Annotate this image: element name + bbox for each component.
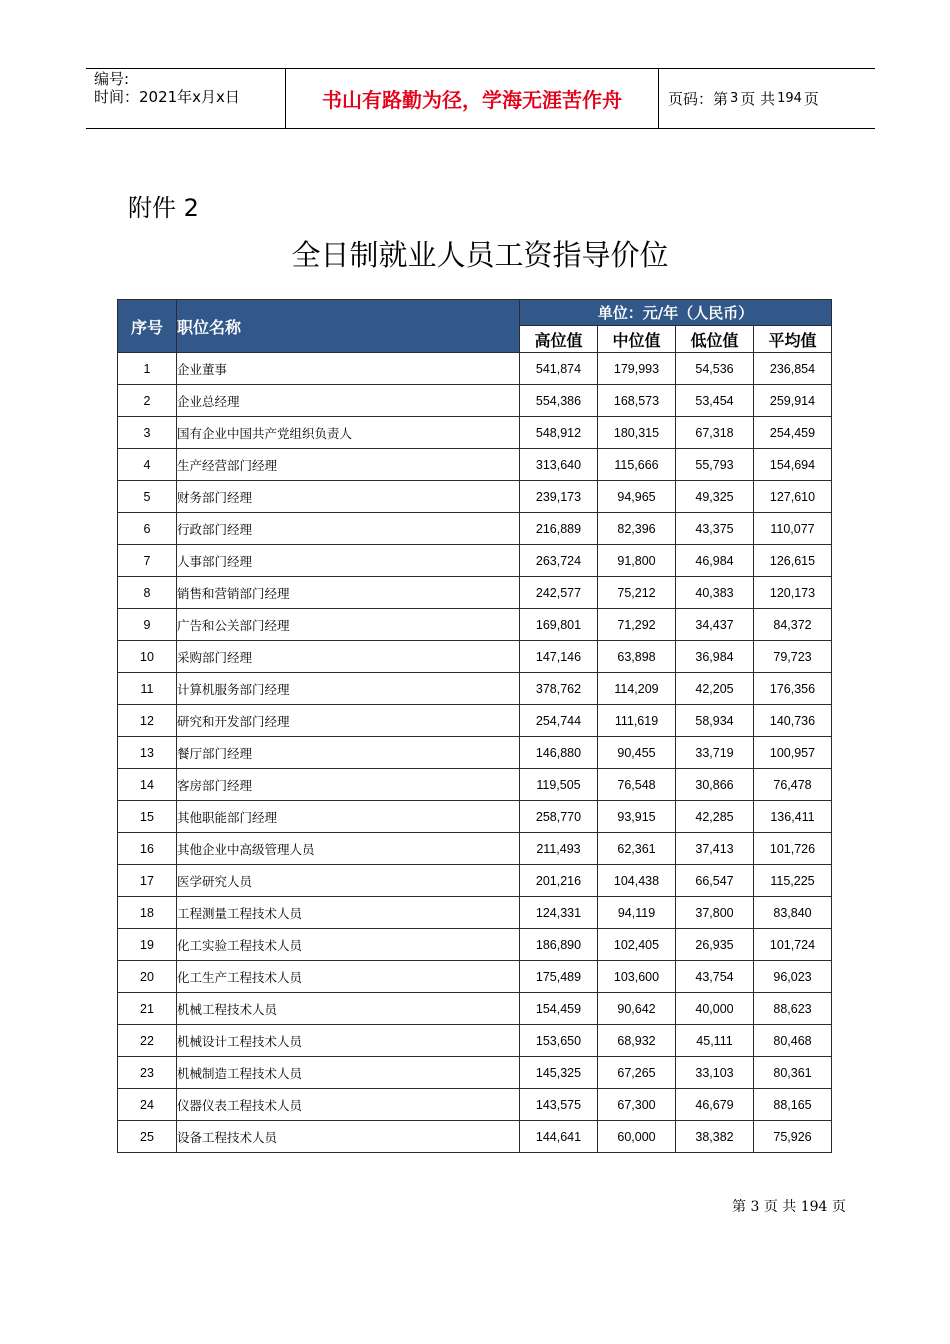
cell-name: 广告和公关部门经理 (177, 609, 520, 641)
header-page-suffix: 页 (803, 90, 819, 108)
footer-page-total: 194 (800, 1199, 828, 1215)
cell-name: 生产经营部门经理 (177, 449, 520, 481)
table-row (118, 737, 832, 769)
cell-low: 33,103 (676, 1057, 754, 1089)
cell-name: 其他企业中高级管理人员 (177, 833, 520, 865)
cell-avg: 120,173 (754, 577, 832, 609)
cell-high: 263,724 (520, 545, 598, 577)
cell-low: 45,111 (676, 1025, 754, 1057)
cell-mid: 94,119 (598, 897, 676, 929)
cell-low: 37,800 (676, 897, 754, 929)
table-row (118, 545, 832, 577)
cell-avg: 80,468 (754, 1025, 832, 1057)
footer-page-number (732, 1196, 846, 1216)
cell-name: 化工生产工程技术人员 (177, 961, 520, 993)
cell-low: 33,719 (676, 737, 754, 769)
cell-no: 3 (118, 417, 177, 449)
cell-no: 13 (118, 737, 177, 769)
cell-mid: 90,642 (598, 993, 676, 1025)
table-row (118, 481, 832, 513)
cell-mid: 93,915 (598, 801, 676, 833)
cell-no: 5 (118, 481, 177, 513)
cell-name: 机械设计工程技术人员 (177, 1025, 520, 1057)
col-header-high: 高位值 (520, 326, 598, 353)
cell-low: 26,935 (676, 929, 754, 961)
table-row (118, 385, 832, 417)
cell-avg: 101,726 (754, 833, 832, 865)
col-header-name: 职位名称 (177, 300, 520, 353)
cell-low: 66,547 (676, 865, 754, 897)
col-header-no: 序号 (118, 300, 177, 353)
annex-label: 附件 2 (128, 194, 199, 222)
cell-no: 6 (118, 513, 177, 545)
cell-avg: 176,356 (754, 673, 832, 705)
cell-high: 201,216 (520, 865, 598, 897)
table-row (118, 769, 832, 801)
cell-mid: 111,619 (598, 705, 676, 737)
cell-high: 258,770 (520, 801, 598, 833)
cell-name: 仪器仪表工程技术人员 (177, 1089, 520, 1121)
page-title: 全日制就业人员工资指导价位 (291, 238, 669, 272)
unit-header: 单位：元/年（人民币） (520, 300, 832, 326)
cell-name: 销售和营销部门经理 (177, 577, 520, 609)
header-time-label: 时间：2021年x月x日 (94, 88, 240, 106)
cell-low: 37,413 (676, 833, 754, 865)
cell-low: 42,205 (676, 673, 754, 705)
cell-no: 23 (118, 1057, 177, 1089)
cell-low: 36,984 (676, 641, 754, 673)
table-body (118, 353, 832, 1153)
cell-mid: 180,315 (598, 417, 676, 449)
cell-low: 34,437 (676, 609, 754, 641)
header-meta (94, 70, 240, 106)
header-motto: 书山有路勤为径，学海无涯苦作舟 (322, 88, 622, 112)
cell-mid: 115,666 (598, 449, 676, 481)
cell-low: 67,318 (676, 417, 754, 449)
cell-name: 客房部门经理 (177, 769, 520, 801)
cell-mid: 91,800 (598, 545, 676, 577)
cell-low: 54,536 (676, 353, 754, 385)
cell-mid: 67,300 (598, 1089, 676, 1121)
cell-low: 46,679 (676, 1089, 754, 1121)
cell-mid: 179,993 (598, 353, 676, 385)
cell-no: 20 (118, 961, 177, 993)
cell-no: 11 (118, 673, 177, 705)
cell-high: 175,489 (520, 961, 598, 993)
cell-avg: 136,411 (754, 801, 832, 833)
cell-high: 147,146 (520, 641, 598, 673)
header-page-current: 3 (730, 91, 739, 106)
cell-no: 15 (118, 801, 177, 833)
cell-low: 46,984 (676, 545, 754, 577)
cell-name: 企业董事 (177, 353, 520, 385)
cell-no: 24 (118, 1089, 177, 1121)
footer-page-current: 3 (750, 1199, 760, 1215)
cell-low: 30,866 (676, 769, 754, 801)
cell-avg: 83,840 (754, 897, 832, 929)
cell-high: 239,173 (520, 481, 598, 513)
cell-avg: 101,724 (754, 929, 832, 961)
cell-mid: 94,965 (598, 481, 676, 513)
cell-no: 2 (118, 385, 177, 417)
cell-mid: 82,396 (598, 513, 676, 545)
cell-avg: 236,854 (754, 353, 832, 385)
table-row (118, 417, 832, 449)
cell-high: 242,577 (520, 577, 598, 609)
footer-page-mid: 页 共 (763, 1199, 797, 1215)
cell-mid: 168,573 (598, 385, 676, 417)
cell-no: 18 (118, 897, 177, 929)
cell-low: 40,383 (676, 577, 754, 609)
table-row (118, 353, 832, 385)
cell-avg: 100,957 (754, 737, 832, 769)
cell-avg: 154,694 (754, 449, 832, 481)
cell-mid: 102,405 (598, 929, 676, 961)
cell-name: 其他职能部门经理 (177, 801, 520, 833)
cell-no: 25 (118, 1121, 177, 1153)
cell-low: 42,285 (676, 801, 754, 833)
col-header-mid: 中位值 (598, 326, 676, 353)
footer-page-prefix: 第 (732, 1199, 746, 1215)
table-row (118, 929, 832, 961)
cell-low: 49,325 (676, 481, 754, 513)
cell-name: 企业总经理 (177, 385, 520, 417)
table-row (118, 993, 832, 1025)
cell-no: 10 (118, 641, 177, 673)
cell-name: 行政部门经理 (177, 513, 520, 545)
cell-high: 145,325 (520, 1057, 598, 1089)
cell-avg: 84,372 (754, 609, 832, 641)
cell-low: 40,000 (676, 993, 754, 1025)
cell-mid: 60,000 (598, 1121, 676, 1153)
cell-name: 工程测量工程技术人员 (177, 897, 520, 929)
cell-avg: 80,361 (754, 1057, 832, 1089)
wage-table (117, 299, 832, 1153)
table-row (118, 1089, 832, 1121)
table-row (118, 865, 832, 897)
cell-mid: 71,292 (598, 609, 676, 641)
cell-high: 144,641 (520, 1121, 598, 1153)
col-header-low: 低位值 (676, 326, 754, 353)
header-divider-right (658, 68, 659, 129)
cell-no: 9 (118, 609, 177, 641)
cell-no: 12 (118, 705, 177, 737)
cell-avg: 127,610 (754, 481, 832, 513)
cell-mid: 63,898 (598, 641, 676, 673)
header-page-total: 194 (777, 91, 802, 106)
cell-name: 研究和开发部门经理 (177, 705, 520, 737)
cell-no: 8 (118, 577, 177, 609)
cell-mid: 90,455 (598, 737, 676, 769)
cell-high: 554,386 (520, 385, 598, 417)
cell-avg: 110,077 (754, 513, 832, 545)
cell-mid: 114,209 (598, 673, 676, 705)
cell-avg: 88,165 (754, 1089, 832, 1121)
table-row (118, 641, 832, 673)
cell-low: 43,754 (676, 961, 754, 993)
cell-high: 146,880 (520, 737, 598, 769)
header-number-label: 编号: (94, 70, 130, 88)
cell-high: 548,912 (520, 417, 598, 449)
table-row (118, 1121, 832, 1153)
cell-high: 254,744 (520, 705, 598, 737)
cell-low: 38,382 (676, 1121, 754, 1153)
cell-name: 人事部门经理 (177, 545, 520, 577)
cell-high: 313,640 (520, 449, 598, 481)
table-row (118, 609, 832, 641)
table-row (118, 1025, 832, 1057)
header-page-prefix: 页码：第 (668, 90, 729, 108)
cell-avg: 79,723 (754, 641, 832, 673)
cell-mid: 67,265 (598, 1057, 676, 1089)
cell-mid: 75,212 (598, 577, 676, 609)
cell-high: 154,459 (520, 993, 598, 1025)
cell-name: 化工实验工程技术人员 (177, 929, 520, 961)
cell-avg: 115,225 (754, 865, 832, 897)
cell-low: 55,793 (676, 449, 754, 481)
cell-no: 14 (118, 769, 177, 801)
cell-avg: 140,736 (754, 705, 832, 737)
cell-mid: 62,361 (598, 833, 676, 865)
cell-no: 17 (118, 865, 177, 897)
cell-mid: 76,548 (598, 769, 676, 801)
cell-high: 124,331 (520, 897, 598, 929)
cell-name: 财务部门经理 (177, 481, 520, 513)
cell-high: 153,650 (520, 1025, 598, 1057)
table-row (118, 961, 832, 993)
cell-avg: 88,623 (754, 993, 832, 1025)
header-page-number (668, 68, 819, 129)
cell-high: 211,493 (520, 833, 598, 865)
cell-no: 4 (118, 449, 177, 481)
col-header-avg: 平均值 (754, 326, 832, 353)
footer-page-suffix: 页 (831, 1199, 846, 1215)
cell-low: 53,454 (676, 385, 754, 417)
cell-low: 43,375 (676, 513, 754, 545)
table-row (118, 801, 832, 833)
cell-no: 21 (118, 993, 177, 1025)
cell-low: 58,934 (676, 705, 754, 737)
cell-avg: 126,615 (754, 545, 832, 577)
cell-avg: 254,459 (754, 417, 832, 449)
cell-no: 1 (118, 353, 177, 385)
cell-no: 16 (118, 833, 177, 865)
table-row (118, 673, 832, 705)
cell-no: 22 (118, 1025, 177, 1057)
table-row (118, 705, 832, 737)
table-row (118, 577, 832, 609)
cell-name: 餐厅部门经理 (177, 737, 520, 769)
cell-high: 186,890 (520, 929, 598, 961)
cell-no: 19 (118, 929, 177, 961)
cell-name: 计算机服务部门经理 (177, 673, 520, 705)
cell-name: 医学研究人员 (177, 865, 520, 897)
cell-name: 国有企业中国共产党组织负责人 (177, 417, 520, 449)
cell-mid: 68,932 (598, 1025, 676, 1057)
cell-name: 机械制造工程技术人员 (177, 1057, 520, 1089)
cell-name: 采购部门经理 (177, 641, 520, 673)
cell-avg: 75,926 (754, 1121, 832, 1153)
table-row (118, 833, 832, 865)
table-row (118, 513, 832, 545)
table-row (118, 449, 832, 481)
table-row (118, 1057, 832, 1089)
cell-name: 机械工程技术人员 (177, 993, 520, 1025)
cell-high: 169,801 (520, 609, 598, 641)
cell-avg: 259,914 (754, 385, 832, 417)
cell-high: 143,575 (520, 1089, 598, 1121)
cell-no: 7 (118, 545, 177, 577)
cell-name: 设备工程技术人员 (177, 1121, 520, 1153)
cell-mid: 103,600 (598, 961, 676, 993)
cell-high: 541,874 (520, 353, 598, 385)
cell-avg: 96,023 (754, 961, 832, 993)
cell-avg: 76,478 (754, 769, 832, 801)
header-page-mid: 页 共 (740, 90, 776, 108)
cell-high: 378,762 (520, 673, 598, 705)
cell-high: 119,505 (520, 769, 598, 801)
cell-high: 216,889 (520, 513, 598, 545)
table-row (118, 897, 832, 929)
cell-mid: 104,438 (598, 865, 676, 897)
